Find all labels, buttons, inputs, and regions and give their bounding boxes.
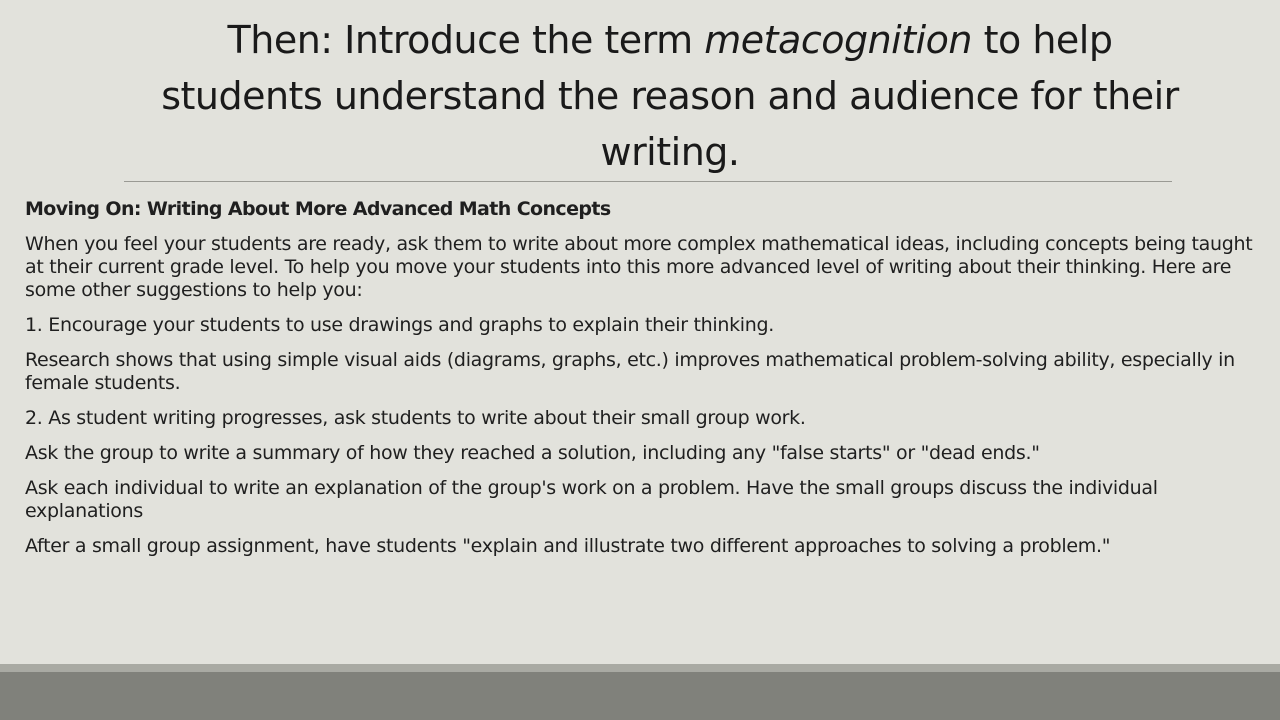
suggestion-1: 1. Encourage your students to use drawings and graphs to explain their thinking. (25, 314, 775, 336)
title-text-after: to help students understand the reason and audience for their writing. (161, 18, 1179, 174)
title-text-before: Then: Introduce the term (227, 18, 705, 62)
footer-bar (0, 672, 1280, 720)
intro-paragraph: When you feel your students are ready, ask them to write about more complex mathematical ideas, including concepts being taught at their current grade level. To help you move your students into this more advanced level of writing about their thinking. Here are some other suggestions to help you: (25, 233, 1253, 301)
section-subheading: Moving On: Writing About More Advanced Math Concepts (25, 198, 611, 220)
footer-strip (0, 664, 1280, 672)
slide-body (25, 198, 1275, 570)
research-paragraph: Research shows that using simple visual aids (diagrams, graphs, etc.) improves mathematical problem-solving ability, especially in female students. (25, 349, 1235, 394)
slide-title (150, 12, 1190, 180)
suggestion-2: 2. As student writing progresses, ask students to write about their small group work. (25, 407, 806, 429)
approaches-paragraph: After a small group assignment, have students "explain and illustrate two different approaches to solving a problem." (25, 535, 1111, 557)
title-emphasis: metacognition (704, 18, 973, 62)
title-divider (124, 181, 1172, 182)
individual-explanation-paragraph: Ask each individual to write an explanation of the group's work on a problem. Have the small groups discuss the individual explanations (25, 477, 1158, 522)
group-summary-paragraph: Ask the group to write a summary of how they reached a solution, including any "false starts" or "dead ends." (25, 442, 1040, 464)
